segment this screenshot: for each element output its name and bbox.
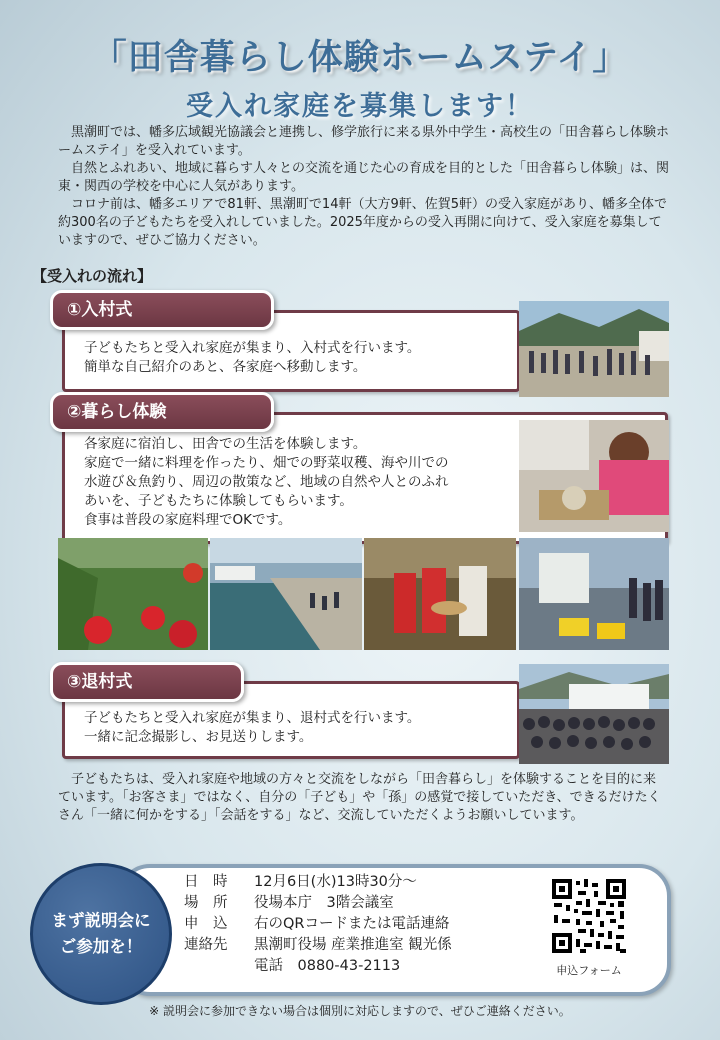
info-value: 右のQRコードまたは電話連絡 bbox=[254, 916, 450, 932]
fishing-boat-image bbox=[519, 538, 669, 650]
photo-fishing-boat bbox=[519, 538, 669, 650]
step-2-text bbox=[84, 435, 514, 530]
step-3-line-1: 子どもたちと受入れ家庭が集まり、退村式を行います。 bbox=[84, 710, 421, 726]
step-2-label: ②暮らし体験 bbox=[50, 392, 274, 432]
photo-cooking bbox=[519, 420, 669, 532]
photo-closing-ceremony bbox=[519, 664, 669, 764]
info-value: 12月6日(水)13時30分～ bbox=[254, 874, 417, 890]
step-1-line-2: 簡単な自己紹介のあと、各家庭へ移動します。 bbox=[84, 359, 367, 375]
page-title: 「田舎暮らし体験ホームステイ」 bbox=[91, 38, 629, 78]
callout-line-2: ご参加を！ bbox=[59, 937, 143, 956]
intro-paragraph-3: コロナ前は、幡多エリアで81軒、黒潮町で14軒（大方9軒、佐賀5軒）の受入家庭があり、幡多全体で約300名の子どもたちを受入れしていました。2025年度からの受入再開に向けて、受入家庭を募集していますので、ぜひご協力ください。 bbox=[58, 197, 668, 248]
qr-code[interactable] bbox=[550, 877, 628, 955]
qr-code-icon bbox=[550, 877, 628, 955]
briefing-details bbox=[184, 872, 452, 977]
phone-number[interactable]: 電話 0880-43-2113 bbox=[254, 958, 401, 974]
info-value: 役場本庁 3階会議室 bbox=[254, 895, 394, 911]
step-2-line-3: 水遊び＆魚釣り、周辺の散策など、地域の自然や人とのふれ bbox=[84, 474, 449, 490]
step-2-line-2: 家庭で一緒に料理を作ったり、畑での野菜収穫、海や川での bbox=[84, 455, 449, 471]
photo-greenhouse bbox=[364, 538, 516, 650]
info-value: 黒潮町役場 産業推進室 観光係 bbox=[254, 937, 452, 953]
intro-text bbox=[58, 124, 673, 250]
cooking-image bbox=[519, 420, 669, 532]
info-label: 日 時 bbox=[184, 874, 228, 890]
harbor-image bbox=[210, 538, 362, 650]
info-label: 連絡先 bbox=[184, 937, 228, 953]
step-1-label: ①入村式 bbox=[50, 290, 274, 330]
info-label: 申 込 bbox=[184, 916, 228, 932]
info-row-place bbox=[184, 893, 452, 914]
info-row-contact bbox=[184, 935, 452, 956]
step-3-line-2: 一緒に記念撮影し、お見送りします。 bbox=[84, 729, 313, 745]
callout-line-1: まず説明会に bbox=[51, 911, 151, 930]
info-label: 場 所 bbox=[184, 895, 228, 911]
info-row-phone bbox=[184, 956, 452, 977]
step-1-line-1: 子どもたちと受入れ家庭が集まり、入村式を行います。 bbox=[84, 340, 421, 356]
step-1-text bbox=[84, 339, 504, 377]
flow-heading: 【受入れの流れ】 bbox=[32, 267, 153, 285]
greenhouse-image bbox=[364, 538, 516, 650]
step-3-label: ③退村式 bbox=[50, 662, 244, 702]
step-2-line-5: 食事は普段の家庭料理でOKです。 bbox=[84, 512, 292, 528]
outro-paragraph: 子どもたちは、受入れ家庭や地域の方々と交流をしながら「田舎暮らし」を体験することを目的に来ています。「お客さま」ではなく、自分の「子ども」や「孫」の感覚で接していただき、できるだけたくさん「一緒に何かをする」「会話をする」など、交流していただくようお願いしています。 bbox=[58, 772, 661, 823]
closing-ceremony-image bbox=[519, 664, 669, 764]
page-subtitle: 受入れ家庭を募集します！ bbox=[186, 91, 534, 122]
photo-opening-ceremony bbox=[519, 301, 669, 397]
outro-text bbox=[58, 771, 668, 825]
footer-note: ※ 説明会に参加できない場合は個別に対応しますので、ぜひご連絡ください。 bbox=[149, 1004, 571, 1018]
opening-ceremony-image bbox=[519, 301, 669, 397]
field-harvest-image bbox=[58, 538, 208, 650]
info-row-datetime bbox=[184, 872, 452, 893]
qr-label: 申込フォーム bbox=[556, 964, 622, 977]
info-label bbox=[184, 956, 254, 977]
step-2-line-1: 各家庭に宿泊し、田舎での生活を体験します。 bbox=[84, 436, 367, 452]
info-row-apply bbox=[184, 914, 452, 935]
photo-field-harvest bbox=[58, 538, 208, 650]
photo-harbor bbox=[210, 538, 362, 650]
step-2-line-4: あいを、子どもたちに体験してもらいます。 bbox=[84, 493, 353, 509]
intro-paragraph-2: 自然とふれあい、地域に暮らす人々との交流を通じた心の育成を目的とした「田舎暮らし体験」は、関東・関西の学校を中心に人気があります。 bbox=[58, 161, 670, 194]
briefing-callout bbox=[30, 863, 172, 1005]
step-3-text bbox=[84, 709, 504, 747]
intro-paragraph-1: 黒潮町では、幡多広域観光協議会と連携し、修学旅行に来る県外中学生・高校生の「田舎暮らし体験ホームステイ」を受入れています。 bbox=[58, 125, 670, 158]
